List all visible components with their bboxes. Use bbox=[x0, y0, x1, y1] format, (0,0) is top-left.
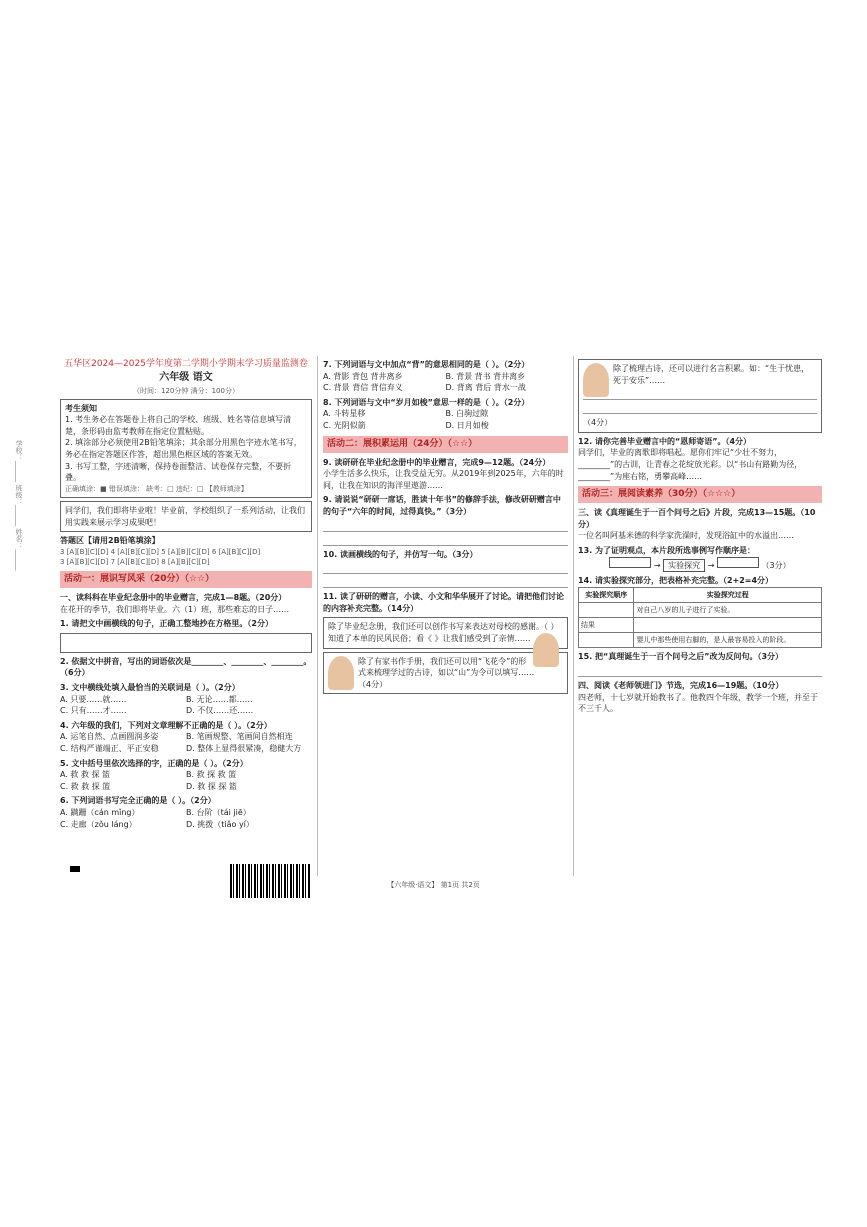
question-9: 9. 请说说“研研一席话，胜读十年书”的修辞手法，修改研研赠言中的句子“六年的时间，过得真快。”（3分） bbox=[323, 495, 561, 516]
notice-label: 考生须知 bbox=[65, 403, 97, 413]
notice-box bbox=[60, 399, 312, 498]
answer-row[interactable]: 3 [A][B][C][D] 7 [A][B][C][D] 8 [A][B][C][D] bbox=[60, 557, 210, 566]
option[interactable]: C. 只有……才…… bbox=[60, 706, 127, 716]
question-7: 7. 下列词语与文中加点“背”的意思相同的是（ ）。（2分） bbox=[323, 360, 530, 369]
section-3: 三、读《真理诞生于一百个问号之后》片段，完成13—15题。（10分） bbox=[578, 508, 816, 529]
discussion-box-1 bbox=[323, 617, 568, 648]
question-13: 13. 为了证明观点，本片段所选事例写作顺序是： bbox=[578, 545, 755, 555]
question-12: 12. 请你完善毕业赠言中的“恩师寄语”。（4分） bbox=[578, 436, 752, 446]
table-header: 实验探究顺序 bbox=[579, 587, 634, 602]
student-avatar-icon bbox=[583, 363, 609, 397]
intro-box: 同学们，我们即将毕业啦！毕业前，学校组织了一系列活动，让我们用实践来展示学习成果吧！ bbox=[60, 501, 312, 532]
answer-line[interactable] bbox=[578, 666, 822, 677]
column-1 bbox=[60, 356, 312, 876]
fill-example: 正确填涂：■ 错误填涂： bbox=[65, 484, 144, 493]
answer-line[interactable] bbox=[583, 389, 817, 400]
options-8 bbox=[323, 408, 568, 431]
option[interactable]: A. 斗转星移 bbox=[323, 409, 366, 419]
options-7 bbox=[323, 371, 568, 394]
table-cell[interactable] bbox=[579, 633, 634, 648]
column-2 bbox=[323, 356, 568, 876]
table-cell: 结果 bbox=[579, 618, 634, 633]
answer-area-title: 答题区【请用2B铅笔填涂】 bbox=[60, 536, 160, 546]
option[interactable]: D. 挑拨（tiǎo yí） bbox=[186, 819, 254, 829]
student-avatar-icon bbox=[533, 633, 559, 667]
notice-item: 1. 考生务必在答题卷上将自己的学校、班级、姓名等信息填写清楚，条形码由监考教师在指定位置粘贴。 bbox=[65, 415, 292, 436]
option[interactable]: B. 笔画规整、笔画间自然相连 bbox=[186, 732, 293, 742]
option[interactable]: C. 光阴似箭 bbox=[323, 420, 366, 430]
answer-line[interactable] bbox=[323, 535, 568, 546]
option[interactable]: D. 日月如梭 bbox=[445, 420, 489, 430]
table-header: 实验探究过程 bbox=[634, 587, 822, 602]
question-8: 8. 下列词语与文中“岁月如梭”意思一样的是（ ）。（2分） bbox=[323, 397, 530, 407]
proverb-box bbox=[578, 359, 822, 433]
flow-diagram: → 实验探究 → （3分） bbox=[578, 557, 822, 573]
question-2: 2. 依据文中拼音，写出的词语依次是________、________、________。（6分） bbox=[60, 656, 312, 678]
section-1: 一、读科科在毕业纪念册中的毕业赠言，完成1—8题。（20分） bbox=[60, 593, 287, 603]
answer-line[interactable] bbox=[323, 521, 568, 532]
passage-2: 小学生活多么快乐，让我受益无穷。从2019年到2025年，六年的时间，让我在知识的海洋里遨游…… bbox=[323, 469, 564, 490]
proverb-text: 除了梳理古诗，还可以进行名言积累。如：“生于忧患，死于安乐”…… bbox=[613, 364, 810, 385]
option[interactable]: C. 走廊（zǒu láng） bbox=[60, 819, 137, 829]
question-5: 5. 文中括号里依次选择的字，正确的是（ ）。（2分） bbox=[60, 758, 248, 768]
discussion-text: 除了有家书作手册，我们还可以用“飞花令”的形式来梳理学过的古诗，如以“山”为令可以填写…… bbox=[358, 656, 535, 678]
notice-item: 3. 书写工整，字迹清晰，保持卷面整洁、试卷保存完整，不要折叠。 bbox=[65, 461, 292, 483]
option[interactable]: D. 背离 背后 背水一战 bbox=[445, 383, 526, 393]
table-cell[interactable] bbox=[634, 618, 822, 633]
section-4: 四、阅读《老师领进门》节选，完成16—19题。（10分） bbox=[578, 680, 784, 690]
discussion-box-2 bbox=[323, 652, 568, 695]
flow-box[interactable] bbox=[717, 557, 759, 568]
option[interactable]: B. 背景 背书 背井离乡 bbox=[445, 371, 526, 381]
question-11: 11. 读了研研的赠言，小读、小文和华华展开了讨论。请把他们讨论的内容补充完整。（14分） bbox=[323, 592, 564, 613]
column-3 bbox=[578, 356, 822, 876]
table-cell[interactable] bbox=[579, 602, 634, 617]
option[interactable]: D. 救 探 探 篮 bbox=[186, 781, 237, 791]
grade: 六年级 bbox=[159, 372, 190, 384]
question-15: 15. 把“真理诞生于一百个问号之后”改为反问句。（3分） bbox=[578, 652, 784, 662]
subject: 语文 bbox=[192, 372, 213, 384]
option[interactable]: D. 不仅……还…… bbox=[186, 706, 254, 716]
score-label: （4分） bbox=[583, 418, 613, 428]
answer-box-1[interactable] bbox=[60, 633, 312, 653]
question-6: 6. 下列词语书写完全正确的是（ ）。（2分） bbox=[60, 796, 216, 806]
discussion-text: 除了毕业纪念册，我们还可以创作书写来表达对母校的感谢。（ ）知道了本单的民风民俗；看《 》让我们感受到了亲情…… bbox=[328, 622, 559, 643]
page-footer: 【六年级·语文】 第1页 共2页 bbox=[387, 881, 480, 889]
experiment-table bbox=[578, 587, 822, 649]
passage-1: 在花开的季节，我们即将毕业。六（1）班，那些难忘的日子…… bbox=[60, 604, 290, 614]
option[interactable]: A. 救 救 探 篮 bbox=[60, 770, 111, 780]
option[interactable]: A. 背影 背包 背井离乡 bbox=[323, 371, 403, 381]
options-6 bbox=[60, 807, 312, 830]
activity-1-header: 活动一：展识写风采（20分）（☆☆） bbox=[60, 571, 312, 588]
flow-box-experiment: 实验探究 bbox=[663, 559, 705, 573]
teacher-message: 同学们，毕业的离歌即将唱起。愿你们牢记“少壮不努力，________”的古训，让青春之花绽放光彩。以“书山有路勤为径，________”为座右铭，勇攀高峰…… bbox=[578, 448, 803, 481]
passage-4: 四老师，十七岁就开始教书了。他教四个年级，教学一个班，并至于不三千人。 bbox=[578, 692, 818, 714]
option[interactable]: B. 台阶（tái jiē） bbox=[186, 808, 251, 817]
option[interactable]: A. 只要……就…… bbox=[60, 694, 127, 704]
passage-3: 一位名叫阿基米德的科学家洗澡时，发现浴缸中的水溢出…… bbox=[578, 531, 794, 541]
option[interactable]: D. 整体上显得很紧凑，稳健大方 bbox=[186, 744, 302, 754]
option[interactable]: C. 背景 背信 背信弃义 bbox=[323, 383, 403, 393]
flow-box[interactable] bbox=[609, 557, 651, 568]
table-cell: 对自己八岁的儿子进行了实验。 bbox=[634, 602, 822, 617]
options-3 bbox=[60, 694, 312, 717]
options-4 bbox=[60, 731, 312, 754]
question-10: 10. 读画横线的句子，并仿写一句。（3分） bbox=[323, 549, 478, 559]
score-label: （3分） bbox=[761, 560, 791, 570]
question-14: 14. 请实验探究部分，把表格补充完整。（2+2=4分） bbox=[578, 576, 774, 586]
question-3: 3. 文中横线处填入最恰当的关联词是（ ）。（2分） bbox=[60, 683, 240, 693]
question-1: 1. 请把文中画横线的句子，正确工整地抄在方格里。（2分） bbox=[60, 619, 273, 629]
score-label: （4分） bbox=[358, 679, 388, 689]
option[interactable]: B. 救 探 救 篮 bbox=[186, 770, 237, 780]
binding-margin-text: 学校：______ 班级：______ 姓名：______ bbox=[15, 440, 23, 571]
answer-line[interactable] bbox=[583, 403, 817, 414]
option[interactable]: C. 结构严谨端正、平正安稳 bbox=[60, 744, 159, 754]
option[interactable]: B. 无论……都…… bbox=[186, 694, 253, 704]
answer-line[interactable] bbox=[323, 577, 568, 588]
option[interactable]: B. 白驹过隙 bbox=[445, 409, 489, 419]
exam-sheet bbox=[60, 356, 820, 876]
options-5 bbox=[60, 769, 312, 792]
student-avatar-icon bbox=[328, 656, 354, 690]
time-info: （时间：120分钟 满分：100分） bbox=[133, 386, 239, 395]
option[interactable]: C. 救 救 探 篮 bbox=[60, 781, 111, 791]
exam-title: 五华区2024—2025学年度第二学期小学期末学习质量监测卷 bbox=[64, 359, 308, 369]
option[interactable]: A. 运笔自然、点画圆润多姿 bbox=[60, 732, 159, 742]
option[interactable]: A. 蹒跚（cán mǐng） bbox=[60, 808, 140, 817]
answer-row[interactable]: 3 [A][B][C][D] 4 [A][B][C][D] 5 [A][B][C][D] 6 [A][B][C][D] bbox=[60, 547, 261, 556]
section-2: 9. 读研研在毕业纪念册中的毕业赠言，完成9—12题。（24分） bbox=[323, 457, 551, 467]
question-4: 4. 六年级的我们，下列对文章理解不正确的是（ ）。（2分） bbox=[60, 720, 272, 730]
notice-item: 2. 填涂部分必须使用2B铅笔填涂；其余部分用黑色字迹水笔书写，务必在指定答题区作答，超出黑色框区域的答案无效。 bbox=[65, 438, 302, 460]
table-cell: 婴儿中那些使用右脚的，是人最容易投入的阶段。 bbox=[634, 633, 822, 648]
activity-2-header: 活动二：展积累运用（24分）（☆☆） bbox=[323, 436, 568, 453]
activity-3-header: 活动三：展阅读素养（30分）（☆☆☆） bbox=[578, 486, 822, 503]
answer-line[interactable] bbox=[323, 563, 568, 574]
absent-box[interactable]: 缺考：□ 违纪：□ 【教师填涂】 bbox=[146, 484, 248, 493]
